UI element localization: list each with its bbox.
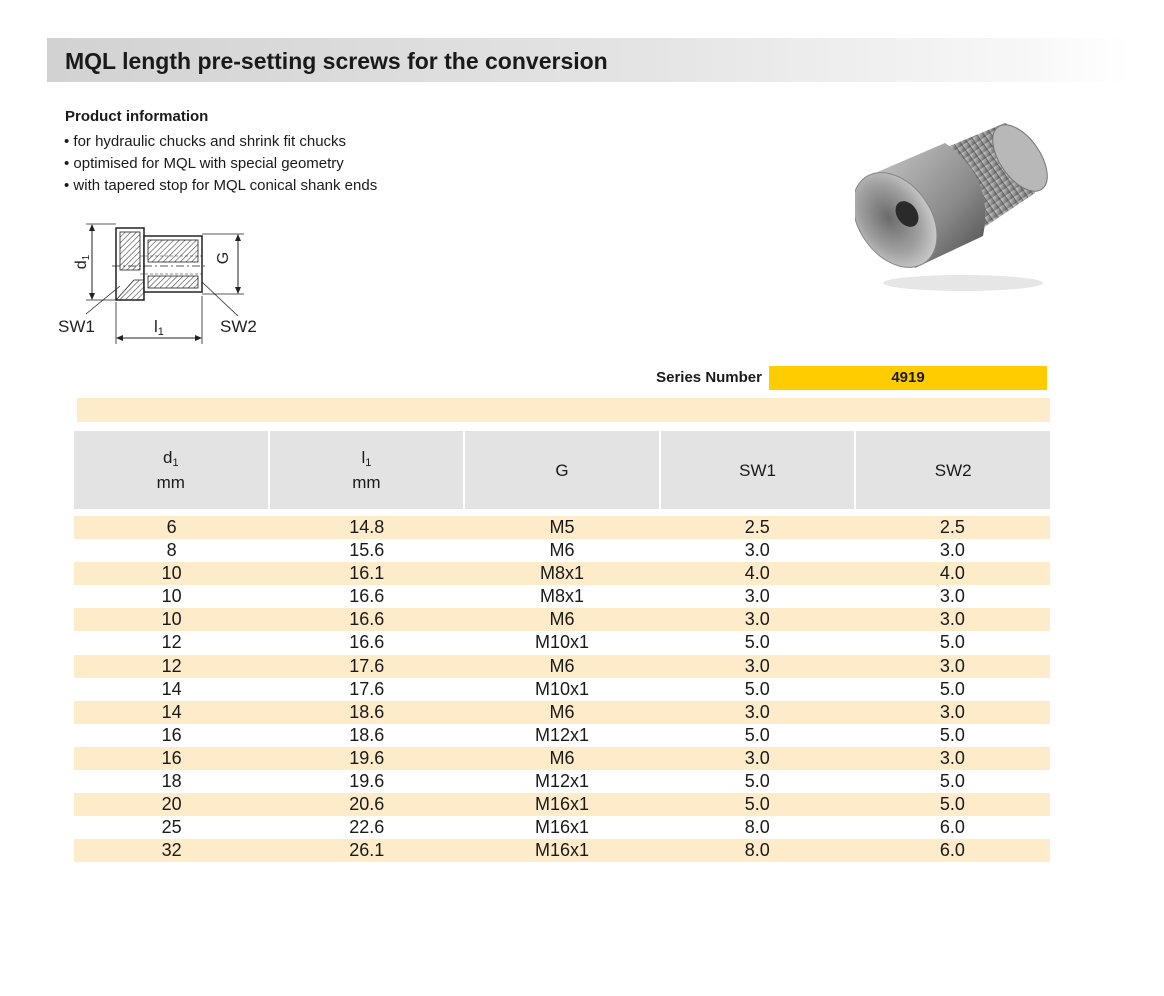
table-cell: M10x1 [534,632,590,653]
g-label: G [215,251,232,265]
table-cell: 2.5 [939,517,965,537]
table-cell: 4.0 [939,563,965,584]
table-cell: 16.1 [349,563,385,584]
product-photo [855,118,1055,298]
table-cell: 3.0 [939,609,965,630]
table-cell: 14 [161,678,182,699]
technical-drawing [56,216,276,346]
table-cell: 3.0 [939,655,965,676]
table-cell: M6 [549,747,575,768]
table-cell: 16.6 [349,632,385,653]
table-cell: M5 [549,517,575,537]
page-title: MQL length pre-setting screws for the conversion [65,48,608,74]
table-row [74,770,1050,793]
table-caption-band [77,398,1050,422]
table-cell: 10 [161,563,182,584]
table-cell: 22.6 [349,817,385,838]
product-info-bullet: • for hydraulic chucks and shrink fit chucks [64,131,377,153]
table-cell: 32 [161,840,182,861]
series-number-label: Series Number [656,369,762,386]
column-header-g: G [465,431,659,509]
table-cell: 8 [166,540,177,561]
table-row [74,724,1050,747]
table-cell: 5.0 [939,794,965,815]
table-row [74,585,1050,608]
table-cell: M6 [549,540,575,561]
table-cell: 2.5 [744,517,770,537]
table-cell: 5.0 [744,678,770,699]
table-cell: 18 [161,771,182,792]
table-cell: 26.1 [349,840,385,861]
table-cell: 6.0 [939,817,965,838]
table-cell: 16.6 [349,609,385,630]
column-header-d1: $d_1$ mm [74,431,268,509]
column-header-sw2: SW2 [856,431,1050,509]
table-cell: 25 [161,817,182,838]
table-cell: 3.0 [744,540,770,561]
table-row [74,655,1050,678]
table-cell: M16x1 [534,840,590,861]
series-number-value: 4919 [769,366,1047,390]
table-cell: 18.6 [349,701,385,722]
table-row [74,816,1050,839]
table-cell: 19.6 [349,747,385,768]
sw1-label: SW1 [58,317,95,336]
column-header-l1: $l_1$ mm [270,431,464,509]
l1-label: l1 [154,317,164,338]
table-row [74,747,1050,770]
table-cell: 12 [161,655,182,676]
column-header-sw1: SW1 [661,431,855,509]
table-cell: 5.0 [939,632,965,653]
table-cell: 14 [161,701,182,722]
table-cell: M12x1 [534,724,590,745]
table-row [74,793,1050,816]
table-cell: 3.0 [744,586,770,607]
table-cell: 5.0 [939,771,965,792]
table-cell: 16.6 [349,586,385,607]
table-cell: M16x1 [534,817,590,838]
product-info-bullet: • with tapered stop for MQL conical shank ends [64,175,377,197]
table-cell: 5.0 [744,794,770,815]
table-cell: M6 [549,609,575,630]
table-row [74,631,1050,654]
table-cell: M12x1 [534,771,590,792]
table-cell: 17.6 [349,655,385,676]
table-cell: 10 [161,586,182,607]
d1-label: d1 [73,254,92,270]
table-cell: 20.6 [349,794,385,815]
sw2-label: SW2 [220,317,257,336]
table-cell: 5.0 [939,724,965,745]
table-row [74,516,1050,539]
table-cell: 19.6 [349,771,385,792]
table-cell: 5.0 [939,678,965,699]
product-info-list [64,131,377,197]
table-cell: 17.6 [349,678,385,699]
table-cell: 3.0 [744,655,770,676]
table-cell: 14.8 [349,517,385,537]
table-cell: 3.0 [744,701,770,722]
table-row [74,701,1050,724]
product-info-heading: Product information [65,108,209,125]
title-bar [47,38,1130,82]
table-cell: M10x1 [534,678,590,699]
table-cell: 3.0 [939,540,965,561]
table-cell: M16x1 [534,794,590,815]
table-cell: M8x1 [540,586,585,607]
table-cell: 20 [161,794,182,815]
table-cell: 5.0 [744,724,770,745]
table-row [74,678,1050,701]
table-header [74,431,1050,509]
table-cell: 8.0 [744,840,770,861]
table-cell: M8x1 [540,563,585,584]
table-cell: 6.0 [939,840,965,861]
table-cell: 16 [161,747,182,768]
table-cell: 3.0 [939,701,965,722]
table-cell: 10 [161,609,182,630]
table-cell: M6 [549,655,575,676]
table-cell: 3.0 [939,586,965,607]
table-cell: 3.0 [744,747,770,768]
table-cell: 18.6 [349,724,385,745]
table-row [74,539,1050,562]
table-row [74,562,1050,585]
table-cell: 3.0 [939,747,965,768]
table-cell: 12 [161,632,182,653]
table-cell: 15.6 [349,540,385,561]
table-row [74,608,1050,631]
table-cell: 16 [161,724,182,745]
table-cell: M6 [549,701,575,722]
table-cell: 4.0 [744,563,770,584]
table-cell: 5.0 [744,632,770,653]
table-cell: 3.0 [744,609,770,630]
table-cell: 5.0 [744,771,770,792]
table-cell: 8.0 [744,817,770,838]
table-cell: 6 [166,517,177,537]
table-body [74,516,1050,862]
product-info-bullet: • optimised for MQL with special geometry [64,153,377,175]
table-row [74,839,1050,862]
